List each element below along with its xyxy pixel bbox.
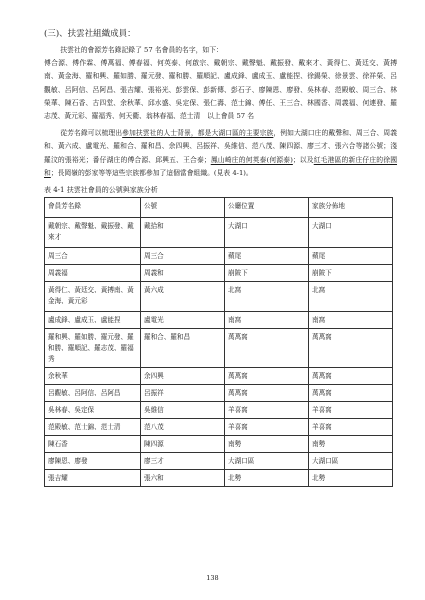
- table-cell: 黃六成: [141, 282, 225, 312]
- table-cell: 大湖口: [309, 218, 393, 248]
- table-cell: 萬萬窩: [225, 368, 309, 385]
- table-cell: 南勢: [309, 436, 393, 453]
- table-cell: 范八茂: [141, 419, 225, 436]
- table-cell: 張六和: [141, 470, 225, 487]
- table-cell: 萬萬窩: [309, 329, 393, 368]
- table-cell: 萬萬窩: [309, 368, 393, 385]
- table-cell: 萬萬窩: [225, 385, 309, 402]
- table-cell: 戴拾和: [141, 218, 225, 248]
- table-cell: 盧電光: [141, 312, 225, 329]
- table-cell: 盧成鋒、盧成玉、盧能捏: [45, 312, 141, 329]
- table-cell: 廖陳恩、廖發: [45, 453, 141, 470]
- table-row: [45, 470, 393, 487]
- table-cell: 北勢: [225, 470, 309, 487]
- table-cell: 羅和興、羅如勝、羅元發、羅和勝、羅順記、羅志茂、羅福秀: [45, 329, 141, 368]
- table-cell: 吳維信: [141, 402, 225, 419]
- table-cell: 崩陂下: [309, 265, 393, 282]
- table-row: [45, 453, 393, 470]
- table-row: [45, 218, 393, 248]
- table-cell: 大湖口: [225, 218, 309, 248]
- table-cell: 范殿敏、范士錦、范士清: [45, 419, 141, 436]
- table-cell: 廖三才: [141, 453, 225, 470]
- table-cell: 大湖口區: [225, 453, 309, 470]
- member-list-paragraph: 傅合源、傅作霖、傅萬福、傅春福、何英泰、何啟宗、戴朝宗、戴聲魁、戴振發、戴來才、黃得仁、黃廷交、黃搏南、黃金海、羅和興、羅如勝、羅元發、羅和勝、羅順記、盧成鋒、盧成玉、盧能捏、徐錫榮、徐景雲、徐祥榮、呂觀敏、呂阿信、呂阿昌、張吉耀、張裕光、彭雲保、彭新傳、彭石子、廖陳恩、廖發、吳林春、范殿敏、周三合、林榮華、陳石香、古四堂、余秋華、邱水盛、吳定保、張仁壽、范士錦、傅任、王三合、林國香、周義福、何連發、羅志茂、黃元彩、羅福秀、何天衢、翁林春福、范士清 以上會員 57 名: [44, 59, 397, 121]
- table-cell: 萬萬窩: [309, 385, 393, 402]
- table-cell: 黃得仁、黃廷交、黃搏南、黃金海、黃元彩: [45, 282, 141, 312]
- table-cell: 萬萬窩: [225, 329, 309, 368]
- table-cell: 羊喜窩: [225, 419, 309, 436]
- analysis-text: ，例如大湖口庄的戴聲和、周三合、周義和、黃六成、盧電光、羅和合、羅和昌、余四興、呂振祥、吳維信、范八茂、陳四源、廖三才、張六合等諸公號；淺羅汶的張裕光；番仔湖庄的傅合源、邱興五、王合泰；: [44, 129, 398, 164]
- column-header: 公號: [141, 198, 225, 218]
- table-cell: 羊喜窩: [309, 419, 393, 436]
- table-row: [45, 419, 393, 436]
- table-caption: 表 4-1 扶雲社會員的公號與家族分析: [44, 186, 158, 195]
- page-number: 138: [206, 574, 219, 582]
- table-cell: 羊喜窩: [225, 402, 309, 419]
- table-cell: 陳石香: [45, 436, 141, 453]
- column-header: 公廳位置: [225, 198, 309, 218]
- table-cell: 余四興: [141, 368, 225, 385]
- analysis-text: ；以及: [292, 155, 314, 164]
- table-cell: 周三合: [45, 248, 141, 265]
- table-cell: 呂觀敏、呂阿信、呂阿昌: [45, 385, 141, 402]
- table-cell: 北窩: [309, 282, 393, 312]
- table-row: [45, 368, 393, 385]
- table-cell: 周義福: [45, 265, 141, 282]
- analysis-text: 從芳名錄可以梳理出: [60, 129, 123, 138]
- analysis-paragraph: [44, 127, 397, 180]
- table-cell: 南窩: [225, 312, 309, 329]
- table-cell: 吳林春、吳定保: [45, 402, 141, 419]
- table-cell: 大湖口區: [309, 453, 393, 470]
- table-cell: 羊喜窩: [309, 402, 393, 419]
- column-header: 會員芳名錄: [45, 198, 141, 218]
- table-cell: 戴朝宗、戴聲魁、戴振發、戴來才: [45, 218, 141, 248]
- analysis-underlined-text: 鳳山崎庄的何英泰(何源泰): [210, 155, 293, 164]
- table-row: [45, 248, 393, 265]
- section-heading: (三)、扶雲社組織成員：: [44, 29, 136, 39]
- table-cell: 周義和: [141, 265, 225, 282]
- table-row: [45, 329, 393, 368]
- table-row: [45, 402, 393, 419]
- table-cell: 周三合: [141, 248, 225, 265]
- table-row: [45, 282, 393, 312]
- table-cell: 蘋尾: [225, 248, 309, 265]
- table-cell: 羅和合、羅和昌: [141, 329, 225, 368]
- member-table: [44, 197, 393, 487]
- table-cell: 余秋華: [45, 368, 141, 385]
- table-cell: 南勢: [225, 436, 309, 453]
- table-cell: 南窩: [309, 312, 393, 329]
- intro-paragraph: 扶雲社的會源芳名錄記錄了 57 名會員的名字，如下：: [60, 46, 223, 54]
- table-row: [45, 385, 393, 402]
- table-cell: 北勢: [309, 470, 393, 487]
- table-cell: 陳四源: [141, 436, 225, 453]
- table-cell: 北窩: [225, 282, 309, 312]
- analysis-underlined-text: 參加扶雲社的人士背景，都是大湖口區的主要宗族: [122, 129, 274, 138]
- table-row: [45, 436, 393, 453]
- table-cell: 張吉耀: [45, 470, 141, 487]
- column-header: 家族分佈地: [309, 198, 393, 218]
- table-row: [45, 265, 393, 282]
- table-cell: 呂振祥: [141, 385, 225, 402]
- table-header-row: [45, 198, 393, 218]
- analysis-text: ；長岡嶺的彭家等等這些宗族都參加了這個當會組織。(見表 4-1)。: [50, 168, 253, 177]
- table-row: [45, 312, 393, 329]
- table-cell: 崩陂下: [225, 265, 309, 282]
- analysis-underlined-text: 紅毛港區的新庄仔庄的徐國和: [44, 155, 398, 177]
- table-cell: 蘋尾: [309, 248, 393, 265]
